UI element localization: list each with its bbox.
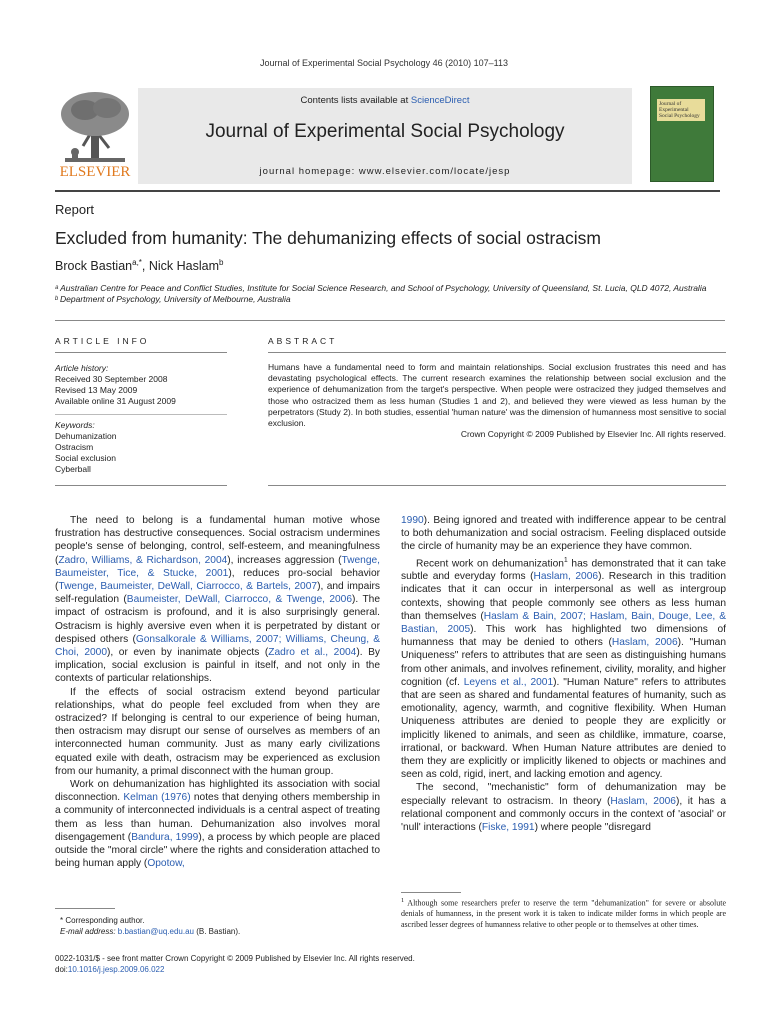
footnote-1: $^1$ Although some researchers prefer to reserve the term "dehumanization" for severe or absolute denials of humanness, in the present work it is taken to indicate milder forms in which people are ascribed lesser degrees of humanness relative to other people or to themselves at other times. (401, 897, 726, 929)
citation-link[interactable]: Twenge, Baumeister, DeWall, Ciarrocco, & Bartels, 2007 (58, 581, 318, 593)
body-right-column (401, 514, 726, 834)
paragraph: Recent work on dehumanization$^1$ has demonstrated that it can take subtle and everyday forms (Haslam, 2006). Research in this tradition indicates that it can occur in interpersonal as well as intergroup contexts, showing that people commonly see others as less human than themselves (Haslam & Bain, 2007; Haslam, Bain, Douge, Lee, & Bastian, 2005). This work has highlighted two dimensions of humanness that may be denied to others (Haslam, 2006). "Human Uniqueness" refers to attributes that are seen as distinguishing humans from other animals, and involves refinement, civility, morality, and higher cognition (cf. Leyens et al., 2001). "Human Nature" refers to attributes that are seen as shared and fundamental features of humanity, such as emotionality, agency, warmth, and cognitive flexibility. When Human Uniqueness attributes are denied to people they are explicitly or implicitly likened to animals, and seen as childlike, immature, coarse, irrational, or backward. When Human Nature attributes are denied to them they are explicitly or implicitly likened to objects or machines and seen as cold, rigid, inert, and lacking emotion and agency. (401, 556, 727, 781)
affiliation-a: ᵃ Australian Centre for Peace and Conflict Studies, Institute for Social Science Research, and School of Psychology, University of Queensland, St. Lucia, QLD 4072, Australia (55, 283, 707, 293)
footnote-rule-right (401, 892, 461, 893)
journal-title: Journal of Experimental Social Psychology (205, 121, 565, 142)
info-bottom-rule (55, 485, 227, 486)
doi-line: doi:10.1016/j.jesp.2009.06.022 (55, 965, 165, 974)
abstract-bottom-rule (268, 485, 726, 486)
front-matter (55, 953, 415, 975)
article-type: Report (55, 202, 95, 217)
paragraph: The second, "mechanistic" form of dehumanization may be especially relevant to ostracism. In theory (Haslam, 2006), it has a relational component and commonly occurs in the context of 'asocial' or 'null' interactions (Fiske, 1991) where people "disregard (401, 782, 726, 834)
article-history: Article history: Received 30 September 2008 Revised 13 May 2009 Available online 31 August 2009 (55, 363, 176, 406)
journal-banner (138, 88, 632, 184)
corresponding-author-note: * Corresponding author. E-mail address: b.bastian@uq.edu.au (B. Bastian). (60, 916, 241, 936)
section-rule (55, 320, 725, 321)
author-list: Brock Bastian$^{a,*}$, Nick Haslam$^b$ (55, 258, 224, 274)
contents-line: Contents lists available at ScienceDirect (300, 95, 470, 106)
header-rule (55, 190, 720, 192)
paragraph: Work on dehumanization has highlighted its association with social disconnection. Kelman (1976) notes that denying others membership in a community of interconnected individuals is a central aspect of treating them as less than human. Dehumanization also involves moral disengagement (Bandura, 1999), a process by which people are placed outside the "moral circle" where the rights and consideration attached to being human apply (Opotow, (55, 779, 381, 870)
info-divider (55, 414, 227, 415)
citation-link[interactable]: Gonsalkorale & Williams, 2007; Williams, Cheung, & Choi, 2000 (55, 633, 380, 659)
doi-link[interactable]: 10.1016/j.jesp.2009.06.022 (67, 965, 165, 974)
journal-homepage[interactable]: journal homepage: www.elsevier.com/locate/jesp (259, 166, 511, 177)
affiliation-b: ᵇ Department of Psychology, University of Melbourne, Australia (55, 294, 291, 304)
publisher-name: ELSEVIER (59, 164, 131, 180)
history-revised: Revised 13 May 2009 (55, 385, 138, 395)
citation-link[interactable]: Baumeister, DeWall, Ciarrocco, & Twenge, 2006 (126, 594, 353, 606)
article-title: Excluded from humanity: The dehumanizing effects of social ostracism (55, 228, 602, 248)
footnote-rule-left (55, 908, 115, 909)
abstract-rule (268, 352, 726, 353)
abstract-heading: ABSTRACT (268, 336, 338, 346)
keyword: Cyberball (55, 464, 91, 474)
author-1: Brock Bastian (55, 259, 133, 274)
citation-link[interactable]: Twenge, Baumeister, Tice, & Stucke, 2001 (55, 554, 381, 579)
keywords: Keywords: Dehumanization Ostracism Social exclusion Cyberball (55, 420, 117, 474)
citation-link[interactable]: Zadro, Williams, & Richardson, 2004 (58, 554, 228, 566)
citation-link[interactable]: 1990 (401, 515, 424, 526)
citation-link[interactable]: Fiske, 1991 (481, 822, 535, 834)
paragraph: The need to belong is a fundamental human motive whose frustration has destructive consequences. Social ostracism undermines people's sense of belonging, control, self-esteem, and meaningfulness (Zadro, Williams, & Richardson, 2004), increases aggression (Twenge, Baumeister, Tice, & Stucke, 2001), reduces pro-social behavior (Twenge, Baumeister, DeWall, Ciarrocco, & Bartels, 2007), and impairs self-regulation (Baumeister, DeWall, Ciarrocco, & Twenge, 2006). The impact of ostracism is profound, and it is also surprisingly general. Ostracism is highly aversive even when it is perpetrated by distant or despised others (Gonsalkorale & Williams, 2007; Williams, Cheung, & Choi, 2000), or even by inanimate objects (Zadro et al., 2004). By implication, social exclusion is painful in itself, and not only in the contexts of particular relationships. (55, 515, 381, 685)
sciencedirect-link[interactable]: ScienceDirect (410, 95, 470, 106)
email-link[interactable]: b.bastian@uq.edu.au (117, 926, 194, 936)
citation-link[interactable]: Kelman (1976) (123, 792, 191, 804)
abstract-copyright: Crown Copyright © 2009 Published by Elsevier Inc. All rights reserved. (460, 429, 726, 440)
citation-link[interactable]: Zadro et al., 2004 (268, 647, 357, 659)
citation-link[interactable]: Leyens et al., 2001 (463, 676, 554, 688)
citation-link[interactable]: Haslam, 2006 (610, 795, 676, 807)
citation-link[interactable]: Haslam & Bain, 2007; Haslam, Bain, Douge, Lee, & Bastian, 2005 (401, 610, 726, 636)
footnote-marker[interactable]: 1 (563, 556, 568, 564)
body-left-column (55, 514, 380, 870)
running-head: Journal of Experimental Social Psychology 46 (2010) 107–113 (260, 58, 508, 68)
article-info-heading: ARTICLE INFO (55, 336, 150, 346)
keyword: Ostracism (55, 442, 94, 452)
abstract-body (268, 362, 726, 440)
journal-cover-thumbnail (650, 86, 714, 182)
keyword: Dehumanization (55, 431, 117, 441)
info-rule (55, 352, 227, 353)
elsevier-logo (55, 86, 135, 186)
citation-link[interactable]: Haslam, 2006 (611, 637, 678, 649)
keyword: Social exclusion (55, 453, 116, 463)
citation-link[interactable]: Opotow, (147, 858, 185, 870)
cover-title: Journal of Experimental Social Psychology (657, 99, 705, 121)
history-online: Available online 31 August 2009 (55, 396, 176, 406)
citation-link[interactable]: Haslam, 2006 (533, 571, 599, 583)
citation-link[interactable]: Bandura, 1999 (131, 831, 199, 843)
history-received: Received 30 September 2008 (55, 374, 168, 384)
paragraph: 1990). Being ignored and treated with indifference appear to be central to both dehumanization and social ostracism. Feeling displaced outside the circle of humanity may be an experience they have common. (401, 515, 726, 553)
paragraph: If the effects of social ostracism extend beyond particular relationships, what do people feel excluded from when they are ostracized? If belonging is central to our experience of being human, then ostracism may disrupt our sense of ourselves as members of an interconnected human community. Just as many early civilizations equated exile with death, ostracism may be experienced as exclusion from our humanity, a primal disconnect with the human group. (55, 686, 380, 777)
author-2: , Nick Haslam (141, 259, 220, 274)
issn-line: 0022-1031/$ - see front matter Crown Copyright © 2009 Published by Elsevier Inc. All rights reserved. (55, 954, 415, 963)
abstract-text: Humans have a fundamental need to form and maintain relationships. Social exclusion frustrates this need and has devastating psychological effects. The current research examines the relationship between social exclusion and the experience of dehumanization from the target's perspective. When people were ostracized they judged themselves and those who ostracized them as less human (Studies 1 and 2), and believed they were viewed as less human by the perpetrators (Study 2). In both studies, essential 'human nature' was the dimension of humanness most sensitive to social exclusion. (268, 362, 726, 429)
